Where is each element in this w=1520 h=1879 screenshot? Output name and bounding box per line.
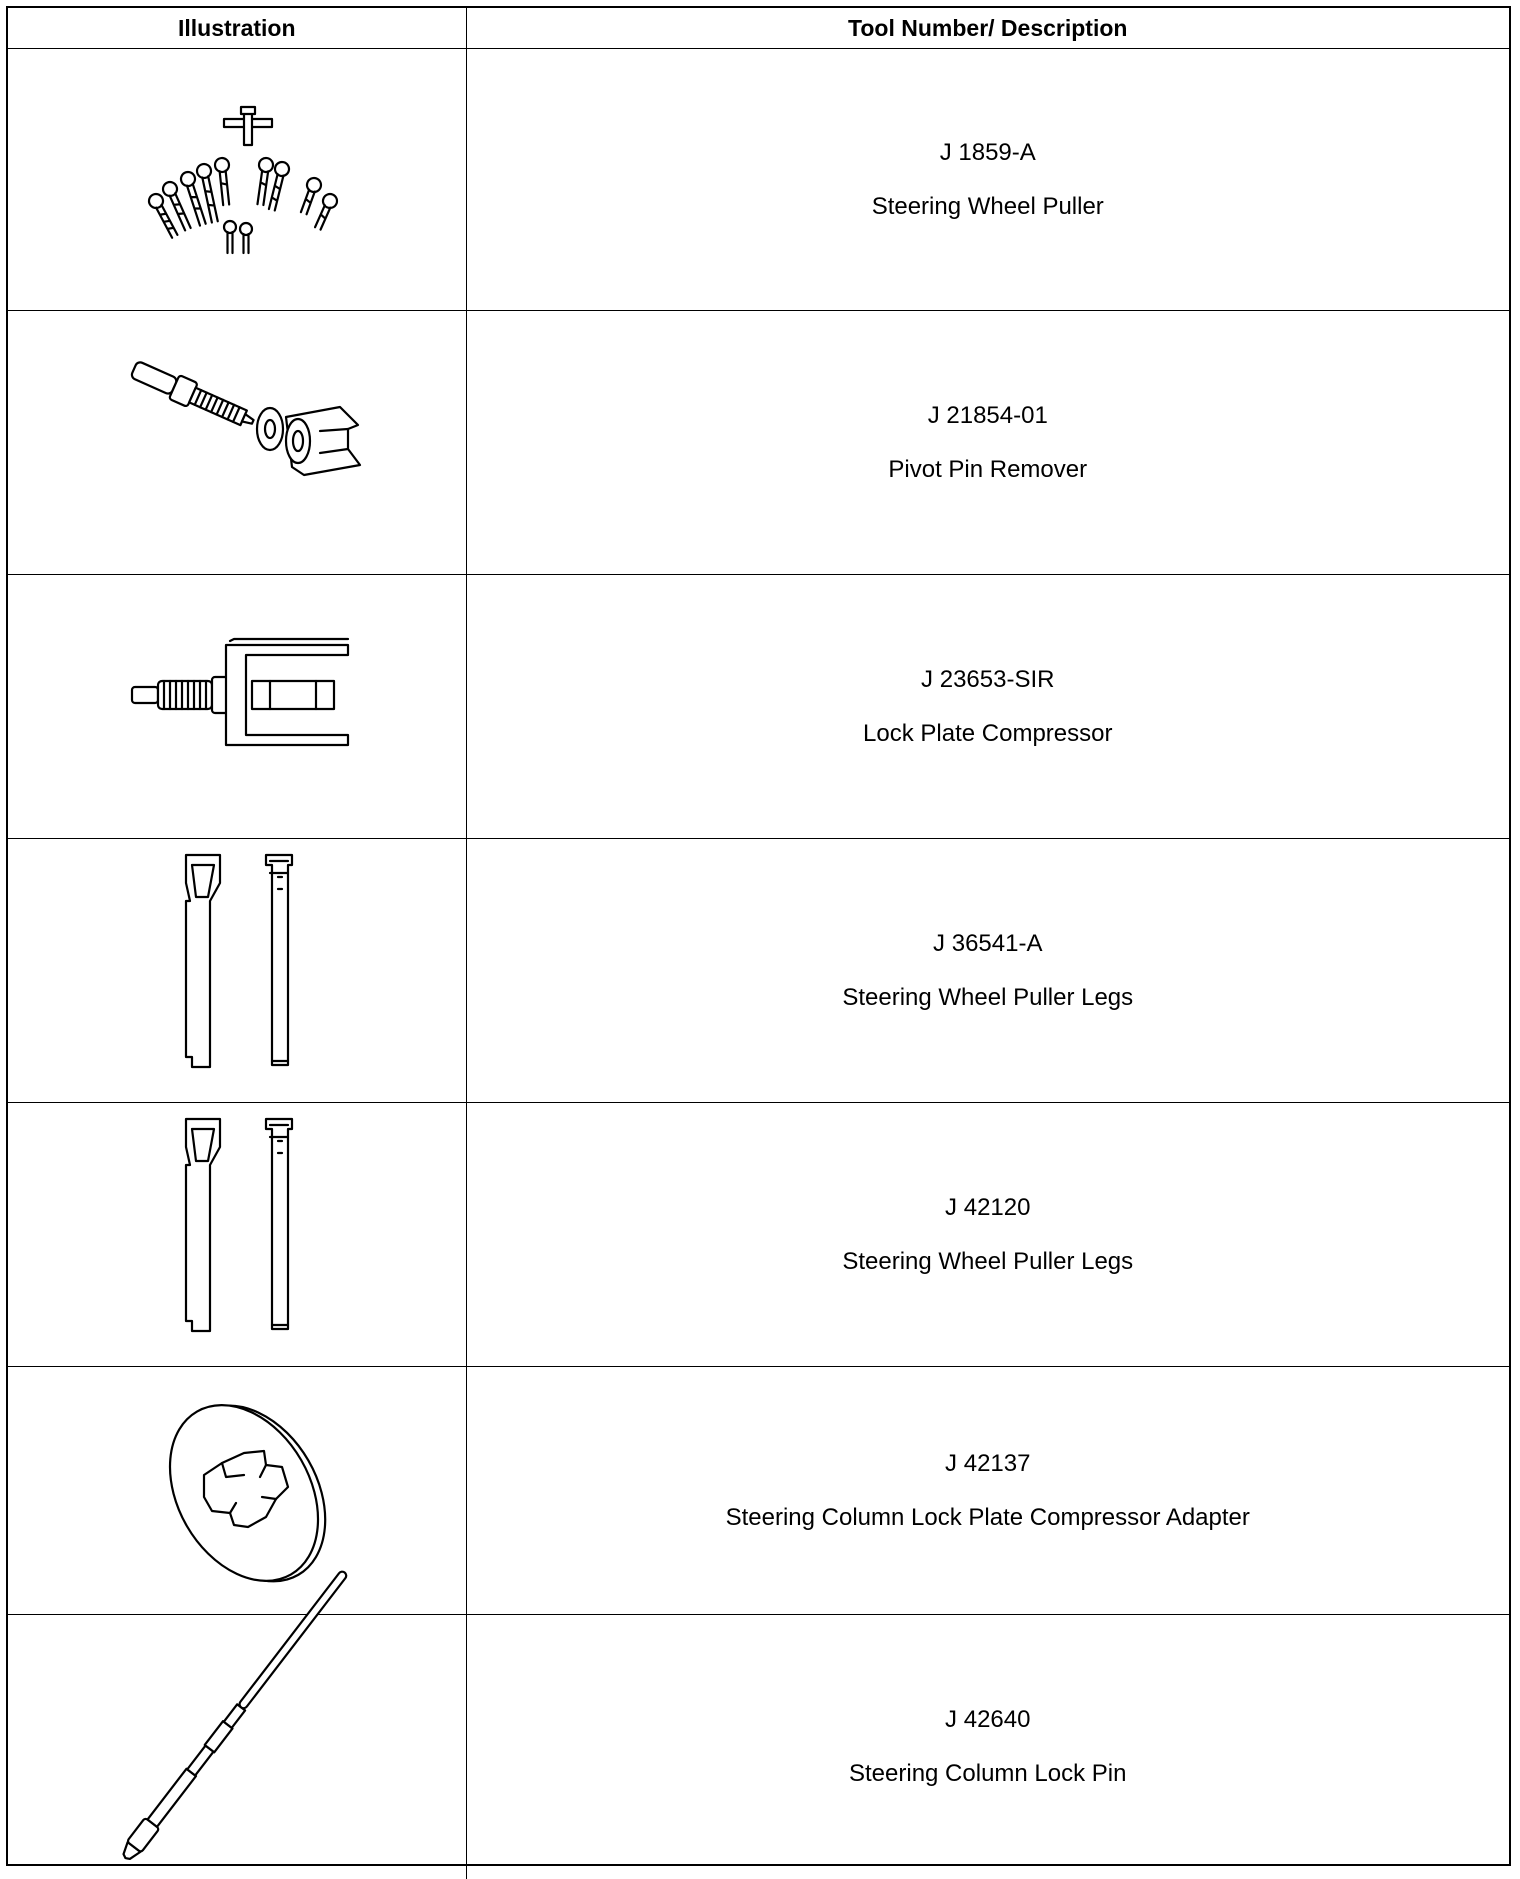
tool-description: Steering Wheel Puller Legs — [842, 983, 1134, 1011]
description-cell — [466, 575, 1509, 839]
illustration-cell — [8, 311, 466, 575]
tool-description: Steering Wheel Puller — [871, 192, 1104, 220]
tool-description: Steering Column Lock Plate Compressor Adapter — [725, 1503, 1250, 1531]
tool-number: J 21854-01 — [927, 401, 1048, 429]
description-header: Tool Number/ Description — [466, 8, 1509, 49]
description-cell — [466, 1103, 1509, 1367]
tool-number: J 1859-A — [939, 138, 1036, 166]
tool-number: J 42120 — [945, 1193, 1031, 1221]
tool-description: Lock Plate Compressor — [863, 719, 1113, 747]
table-row — [8, 839, 1509, 1103]
description-cell — [466, 1615, 1509, 1879]
description-cell — [466, 839, 1509, 1103]
steering-wheel-puller-icon — [8, 49, 466, 311]
tool-number: J 23653-SIR — [921, 665, 1055, 693]
table-row — [8, 1103, 1509, 1367]
tool-description: Pivot Pin Remover — [888, 455, 1088, 483]
pivot-pin-remover-icon — [8, 311, 466, 575]
illustration-cell — [8, 1103, 466, 1367]
illustration-header: Illustration — [8, 8, 466, 49]
tool-description: Steering Wheel Puller Legs — [842, 1247, 1134, 1275]
table-row — [8, 1367, 1509, 1615]
tool-number: J 36541-A — [933, 929, 1043, 957]
lock-plate-compressor-icon — [8, 575, 466, 839]
table-row — [8, 575, 1509, 839]
illustration-cell — [8, 575, 466, 839]
lock-pin-icon — [8, 1615, 466, 1879]
puller-legs-icon — [8, 839, 466, 1103]
table-row — [8, 49, 1509, 311]
tool-number: J 42640 — [945, 1705, 1031, 1733]
table-row — [8, 311, 1509, 575]
description-cell — [466, 49, 1509, 311]
tool-number: J 42137 — [945, 1449, 1031, 1477]
illustration-cell — [8, 1615, 466, 1879]
illustration-cell — [8, 1367, 466, 1615]
header-row — [8, 8, 1509, 49]
compressor-adapter-icon — [8, 1367, 466, 1615]
special-tools-table — [8, 8, 1509, 1879]
table-row — [8, 1615, 1509, 1879]
description-cell — [466, 1367, 1509, 1615]
tool-description: Steering Column Lock Pin — [849, 1759, 1127, 1787]
description-cell — [466, 311, 1509, 575]
illustration-cell — [8, 49, 466, 311]
illustration-cell — [8, 839, 466, 1103]
puller-legs-icon — [8, 1103, 466, 1367]
special-tools-sheet — [6, 6, 1511, 1866]
